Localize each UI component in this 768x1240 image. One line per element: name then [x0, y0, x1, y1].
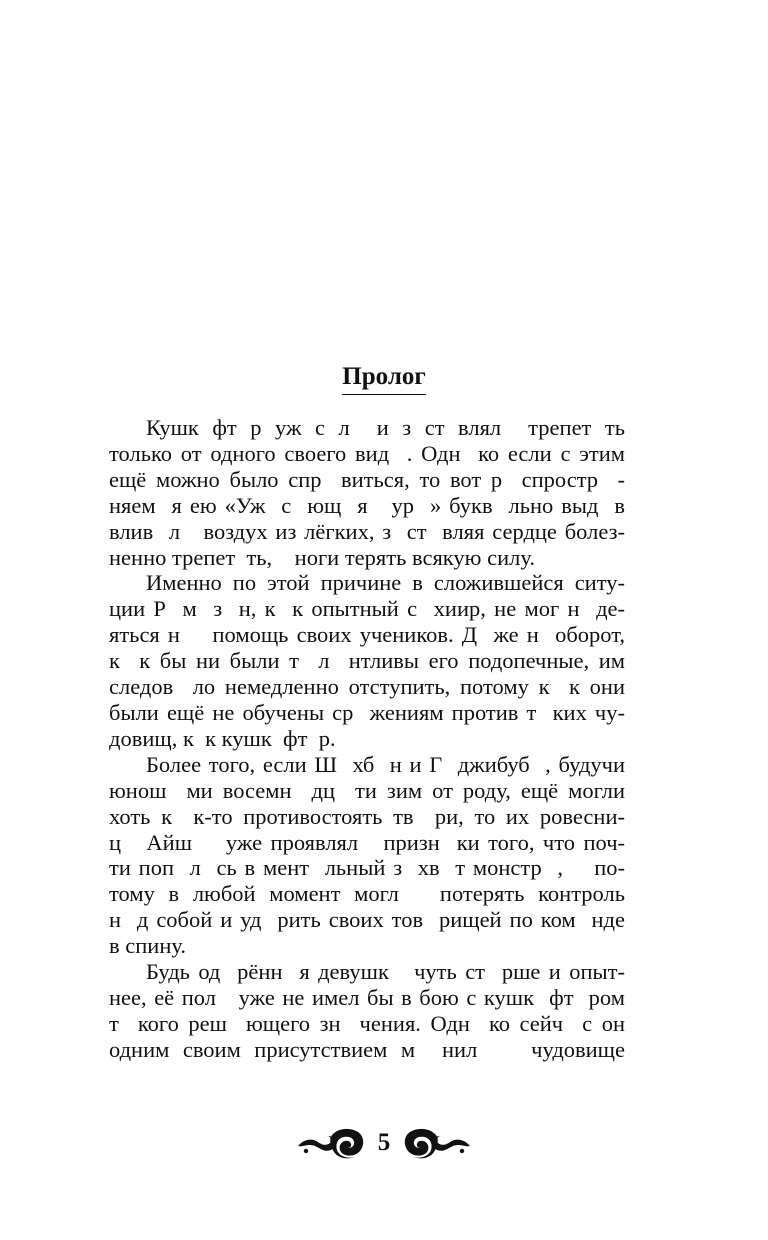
text-line: Именно по этой причине в сложившейся ситу-: [146, 570, 625, 596]
chapter-title-text: Пролог: [342, 362, 425, 395]
text-line: довищ, к к кушк фт р.: [109, 725, 336, 751]
page-number: 5: [377, 1129, 391, 1156]
text-line: Будь од рённ я девушк чуть ст рше и опыт-: [146, 959, 625, 985]
text-line: тому в любой момент могл потерять контроль: [109, 881, 625, 907]
text-line: к к бы ни были т л нтливы его подопечные, им: [109, 648, 625, 674]
scroll-ornament-left-icon: [296, 1126, 366, 1160]
text-line: няем я ею «Уж с ющ я ур » букв льно выд в: [109, 492, 625, 518]
page-footer: [0, 1121, 768, 1165]
scroll-ornament-right-icon: [402, 1126, 472, 1160]
chapter-title: [0, 362, 768, 395]
text-line: юнош ми восемн дц ти зим от роду, ещё могли: [109, 777, 625, 803]
paragraph-2: [109, 570, 625, 751]
text-line: ти поп л сь в мент льный з хв т монстр , по-: [109, 855, 625, 881]
text-line: были ещё не обучены ср жениям против т ких чу-: [109, 699, 625, 725]
text-line: следов ло немедленно отступить, потому к к они: [109, 674, 625, 700]
text-line: нее, её пол уже не имел бы в бою с кушк фт ром: [109, 984, 625, 1010]
text-line: Более того, если Ш хб н и Г джибуб , будучи: [146, 751, 625, 777]
paragraph-1: [109, 415, 625, 570]
page-number-group: [296, 1121, 473, 1165]
paragraph-3: [109, 752, 625, 959]
text-line: яться н помощь своих учеников. Д же н оборот,: [109, 622, 625, 648]
text-line: Кушк фт р уж с л и з ст влял трепет ть: [146, 415, 625, 440]
text-line: ции Р м з н, к к опытный с хиир, не мог н де-: [109, 596, 625, 622]
text-line: только от одного своего вид . Одн ко если с этим: [109, 440, 625, 466]
text-line: н д собой и уд рить своих тов рищей по ком нде: [109, 907, 625, 933]
text-line: хоть к к-то противостоять тв ри, то их ровесни-: [109, 803, 625, 829]
text-line: одним своим присутствием м нил чудовище: [109, 1036, 625, 1062]
text-line: ещё можно было спр виться, то вот р спростр -: [109, 466, 625, 492]
text-line: ц Айш уже проявлял призн ки того, что поч-: [109, 829, 625, 855]
text-line: влив л воздух из лёгких, з ст вляя сердце болез-: [109, 518, 625, 544]
text-line: т кого реш ющего зн чения. Одн ко сейч с он: [109, 1010, 625, 1036]
paragraph-4: [109, 959, 625, 1063]
body-text: [109, 415, 625, 1063]
text-line: ненно трепет ть, ноги терять всякую силу.: [109, 544, 535, 570]
text-line: в спину.: [109, 933, 186, 959]
